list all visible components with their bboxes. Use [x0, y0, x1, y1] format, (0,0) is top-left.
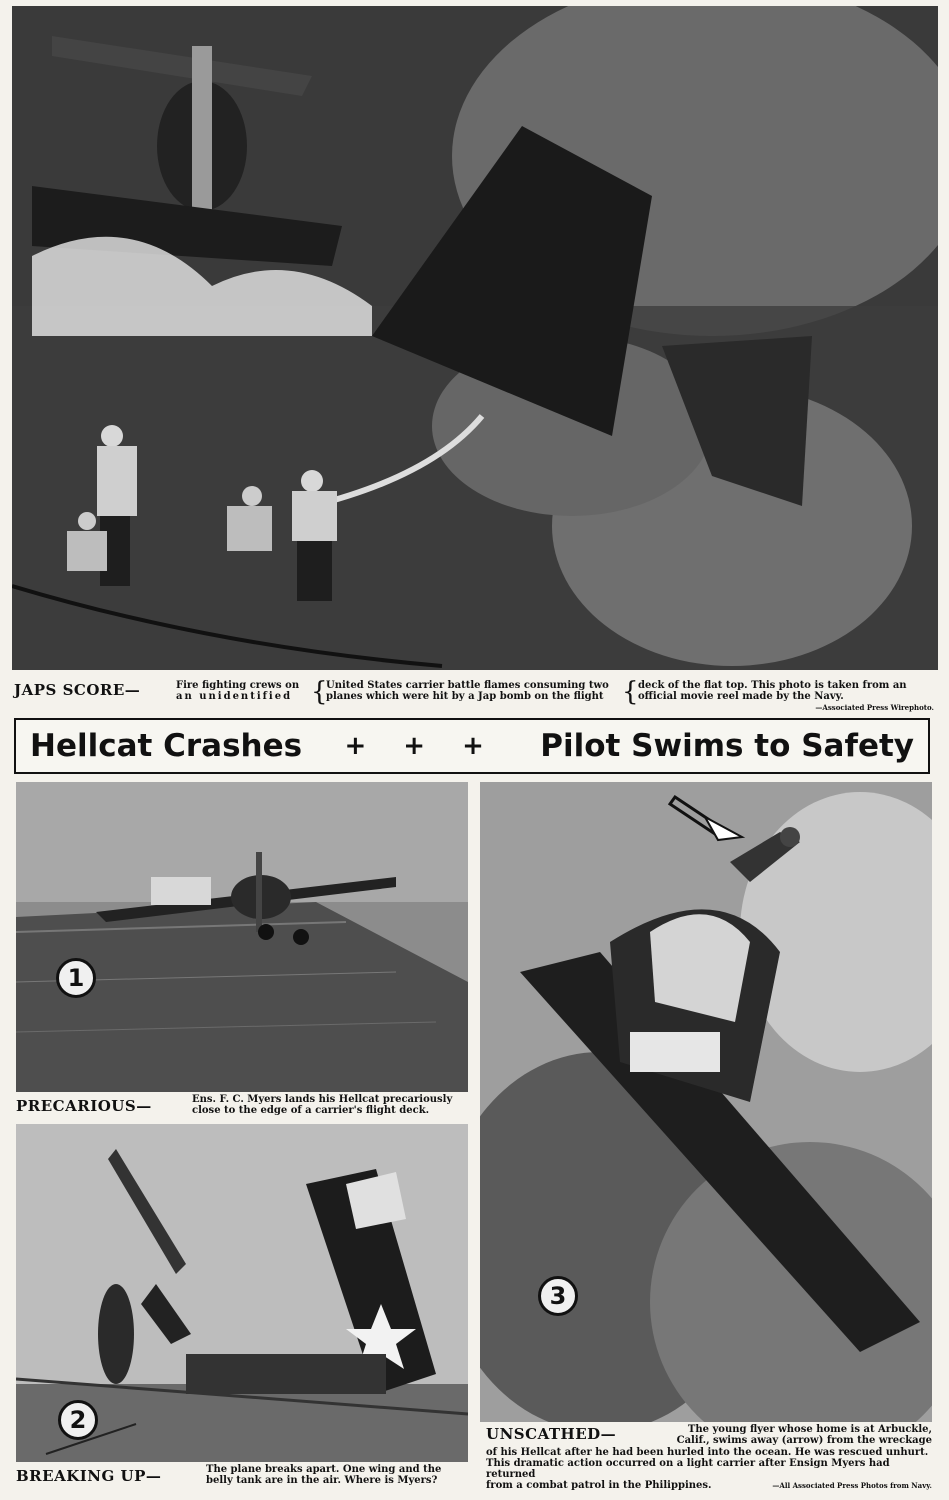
- photo-2-kicker: BREAKING UP—: [16, 1467, 162, 1485]
- headline-plus: + + +: [344, 731, 498, 761]
- top-caption-col2-line1: United States carrier battle flames consuming two: [326, 680, 609, 691]
- photo-1-landing: [16, 782, 468, 1092]
- photo-3-text-line2: Calif., swims away (arrow) from the wreckage: [676, 1435, 932, 1446]
- top-caption-col2: [326, 680, 626, 702]
- photo-2-text: [206, 1464, 476, 1486]
- photo-1-kicker: PRECARIOUS—: [16, 1097, 152, 1115]
- top-caption-kicker: JAPS SCORE—: [14, 681, 141, 699]
- photo-1-text-line2: close to the edge of a carrier's flight deck.: [192, 1105, 430, 1116]
- top-caption-col3-line1: deck of the flat top. This photo is taken from an: [638, 680, 907, 691]
- top-caption-col1: [176, 680, 311, 702]
- photo-2-number-badge: 2: [58, 1400, 98, 1440]
- top-caption-col2-line2: planes which were hit by a Jap bomb on the flight: [326, 691, 604, 702]
- photo-3-text-line5-row: [486, 1480, 932, 1491]
- top-caption-col3-line2: official movie reel made by the Navy.: [638, 691, 844, 702]
- photo-3-kicker: UNSCATHED—: [486, 1425, 617, 1443]
- top-photo-fire-on-deck: [12, 6, 938, 670]
- brace-left: {: [311, 677, 328, 707]
- top-caption-col1-line1: Fire fighting crews on: [176, 680, 300, 691]
- photo-3-caption: [486, 1424, 932, 1494]
- photo-3-text-line5: from a combat patrol in the Philippines.: [486, 1480, 712, 1491]
- brace-right: {: [622, 677, 639, 707]
- top-caption-col1-line2: an unidentified: [176, 691, 293, 702]
- photo-3-text-top: [646, 1424, 932, 1446]
- photo-1-text: [192, 1094, 476, 1116]
- photo-1-number-badge: 1: [56, 958, 96, 998]
- photo-3-text-line1: The young flyer whose home is at Arbuckle,: [687, 1424, 932, 1435]
- top-caption-credit: —Associated Press Wirephoto.: [815, 703, 934, 712]
- headline-left: Hellcat Crashes: [30, 728, 303, 764]
- headline-banner: [14, 718, 930, 774]
- photo-2-text-line2: belly tank are in the air. Where is Myers?: [206, 1475, 438, 1486]
- photo-3-text-bottom: [486, 1447, 932, 1491]
- photo-3-text-line4: This dramatic action occurred on a light carrier after Ensign Myers had returned: [486, 1458, 890, 1480]
- photo-2-text-line1: The plane breaks apart. One wing and the: [206, 1464, 442, 1475]
- photo-2-caption: [16, 1464, 476, 1490]
- top-caption: [14, 677, 934, 714]
- top-caption-col3: [638, 680, 934, 713]
- headline-right: Pilot Swims to Safety: [540, 728, 914, 764]
- photo-3-unscathed: [480, 782, 932, 1422]
- photo-3-text-line3: of his Hellcat after he had been hurled into the ocean. He was rescued unhurt.: [486, 1447, 929, 1458]
- photo-1-text-line1: Ens. F. C. Myers lands his Hellcat precariously: [192, 1094, 453, 1105]
- photo-3-credit: —All Associated Press Photos from Navy.: [772, 1481, 932, 1490]
- photo-1-caption: [16, 1094, 476, 1120]
- photo-3-number-badge: 3: [538, 1276, 578, 1316]
